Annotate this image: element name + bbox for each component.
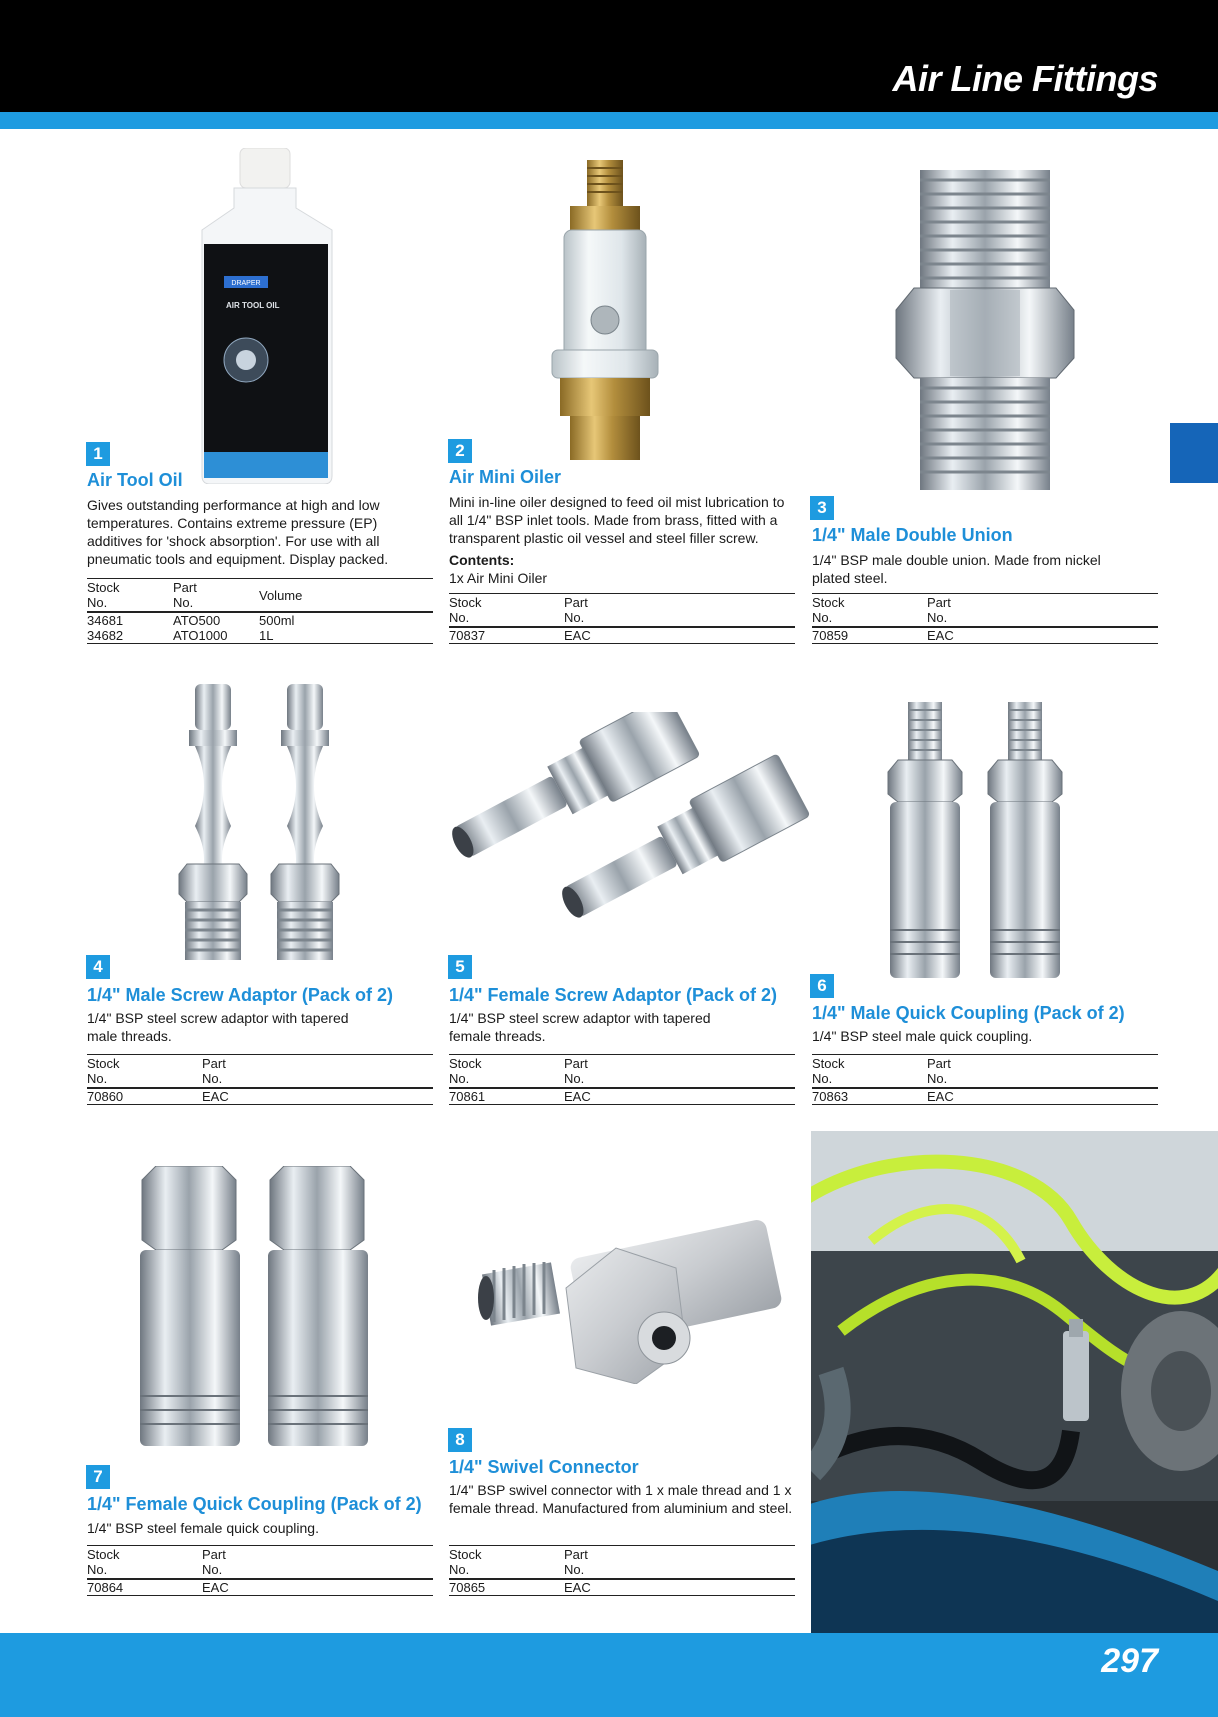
- product-title: 1/4" Swivel Connector: [449, 1457, 639, 1477]
- page-footer: [0, 1633, 1218, 1717]
- product-title: Air Tool Oil: [87, 470, 183, 490]
- bottle-label-text: AIR TOOL OIL: [226, 301, 280, 310]
- table-cell: 70861: [449, 1089, 486, 1104]
- table-cell: EAC: [927, 1089, 954, 1104]
- column-header-part-no: Part No.: [927, 1056, 951, 1086]
- table-cell: 34681 34682: [87, 613, 124, 643]
- spec-table: [449, 593, 795, 644]
- table-cell: EAC: [202, 1580, 229, 1595]
- column-header-stock-no: Stock No.: [812, 595, 845, 625]
- page-header: [0, 0, 1218, 112]
- product-number-badge: 3: [810, 496, 834, 520]
- air-tool-oil-image: [200, 148, 386, 484]
- page-number: 297: [1101, 1642, 1158, 1680]
- table-row: [87, 1580, 433, 1596]
- spec-table-header: [449, 1055, 795, 1089]
- spec-table-header: [812, 594, 1158, 628]
- product-description: Gives outstanding performance at high and low temperatures. Contains extreme pressure (EP) additives for 'shock absorption'. For use with all pneumatic tools and equipment. Display packed.: [87, 497, 389, 567]
- column-header-part-no: Part No.: [564, 1547, 588, 1577]
- table-cell: EAC: [927, 628, 954, 643]
- product-number-badge: 5: [448, 955, 472, 979]
- product-title: Air Mini Oiler: [449, 467, 562, 487]
- spec-table: [87, 1545, 433, 1596]
- male-double-union-image: [890, 170, 1080, 490]
- contents-text: 1x Air Mini Oiler: [449, 570, 548, 586]
- table-cell: 70837: [449, 628, 486, 643]
- product-title: 1/4" Male Screw Adaptor (Pack of 2): [87, 985, 393, 1005]
- table-cell: EAC: [564, 628, 591, 643]
- column-header-part-no: Part No.: [564, 595, 588, 625]
- male-screw-adaptor-image: [175, 684, 345, 960]
- spec-table: [449, 1054, 795, 1105]
- spec-table-header: [87, 1055, 433, 1089]
- column-header-part-no: Part No.: [173, 580, 197, 610]
- contents-label: Contents:: [449, 552, 515, 568]
- product-number-badge: 8: [448, 1428, 472, 1452]
- column-header-stock-no: Stock No.: [449, 595, 482, 625]
- table-row: [87, 613, 433, 644]
- table-row: [449, 1089, 795, 1105]
- column-header-part-no: Part No.: [927, 595, 951, 625]
- table-row: [449, 1580, 795, 1596]
- female-quick-coupling-image: [130, 1166, 380, 1446]
- spec-table: [812, 1054, 1158, 1105]
- section-tab[interactable]: [1170, 423, 1218, 483]
- spec-table-header: [87, 579, 433, 613]
- table-row: [87, 1089, 433, 1105]
- column-header-stock-no: Stock No.: [87, 580, 120, 610]
- spec-table-header: [812, 1055, 1158, 1089]
- column-header-stock-no: Stock No.: [812, 1056, 845, 1086]
- column-header-stock-no: Stock No.: [449, 1547, 482, 1577]
- product-description: 1/4" BSP steel screw adaptor with tapered male threads.: [87, 1010, 349, 1044]
- table-cell: 70860: [87, 1089, 124, 1104]
- table-cell: 70865: [449, 1580, 486, 1595]
- product-description: 1/4" BSP swivel connector with 1 x male thread and 1 x female thread. Manufactured from aluminium and steel.: [449, 1482, 793, 1516]
- spec-table: [87, 578, 433, 644]
- swivel-connector-image: [466, 1208, 792, 1384]
- page-title: Air Line Fittings: [892, 58, 1158, 99]
- product-title: 1/4" Male Quick Coupling (Pack of 2): [812, 1003, 1125, 1023]
- workshop-photo: [811, 1131, 1218, 1633]
- product-number-badge: 2: [448, 439, 472, 463]
- table-cell: EAC: [564, 1089, 591, 1104]
- male-quick-coupling-image: [880, 702, 1070, 978]
- table-cell: EAC: [564, 1580, 591, 1595]
- column-header-stock-no: Stock No.: [87, 1056, 120, 1086]
- table-cell: 70864: [87, 1580, 124, 1595]
- column-header-stock-no: Stock No.: [87, 1547, 120, 1577]
- spec-table: [812, 593, 1158, 644]
- product-title: 1/4" Male Double Union: [812, 525, 1013, 545]
- product-description: Mini in-line oiler designed to feed oil mist lubrication to all 1/4" BSP inlet tools. Made from brass, fitted with a transparent plastic oil vessel and steel filler screw.: [449, 494, 785, 546]
- bottle-brand-text: DRAPER: [231, 280, 261, 287]
- product-title: 1/4" Female Quick Coupling (Pack of 2): [87, 1494, 422, 1514]
- product-number-badge: 7: [86, 1465, 110, 1489]
- column-header-part-no: Part No.: [564, 1056, 588, 1086]
- product-title: 1/4" Female Screw Adaptor (Pack of 2): [449, 985, 777, 1005]
- table-row: [812, 1089, 1158, 1105]
- product-description: 1/4" BSP steel male quick coupling.: [812, 1028, 1033, 1044]
- table-cell: 70863: [812, 1089, 849, 1104]
- product-description: 1/4" BSP male double union. Made from nickel plated steel.: [812, 552, 1101, 586]
- product-number-badge: 4: [86, 955, 110, 979]
- spec-table-header: [87, 1546, 433, 1580]
- column-header-part-no: Part No.: [202, 1056, 226, 1086]
- spec-table: [449, 1545, 795, 1596]
- product-description: 1/4" BSP steel screw adaptor with tapered female threads.: [449, 1010, 711, 1044]
- spec-table: [87, 1054, 433, 1105]
- column-header-part-no: Part No.: [202, 1547, 226, 1577]
- column-header-volume: Volume: [259, 587, 303, 603]
- table-cell: 70859: [812, 628, 849, 643]
- spec-table-header: [449, 594, 795, 628]
- header-stripe: [0, 112, 1218, 129]
- table-row: [449, 628, 795, 644]
- product-number-badge: 6: [810, 974, 834, 998]
- column-header-stock-no: Stock No.: [449, 1056, 482, 1086]
- female-screw-adaptor-image: [436, 712, 810, 944]
- product-number-badge: 1: [86, 442, 110, 466]
- spec-table-header: [449, 1546, 795, 1580]
- product-description: 1/4" BSP steel female quick coupling.: [87, 1520, 319, 1536]
- table-cell: 500ml 1L: [259, 613, 295, 643]
- table-row: [812, 628, 1158, 644]
- air-mini-oiler-image: [530, 160, 680, 460]
- table-cell: ATO500 ATO1000: [173, 613, 228, 643]
- table-cell: EAC: [202, 1089, 229, 1104]
